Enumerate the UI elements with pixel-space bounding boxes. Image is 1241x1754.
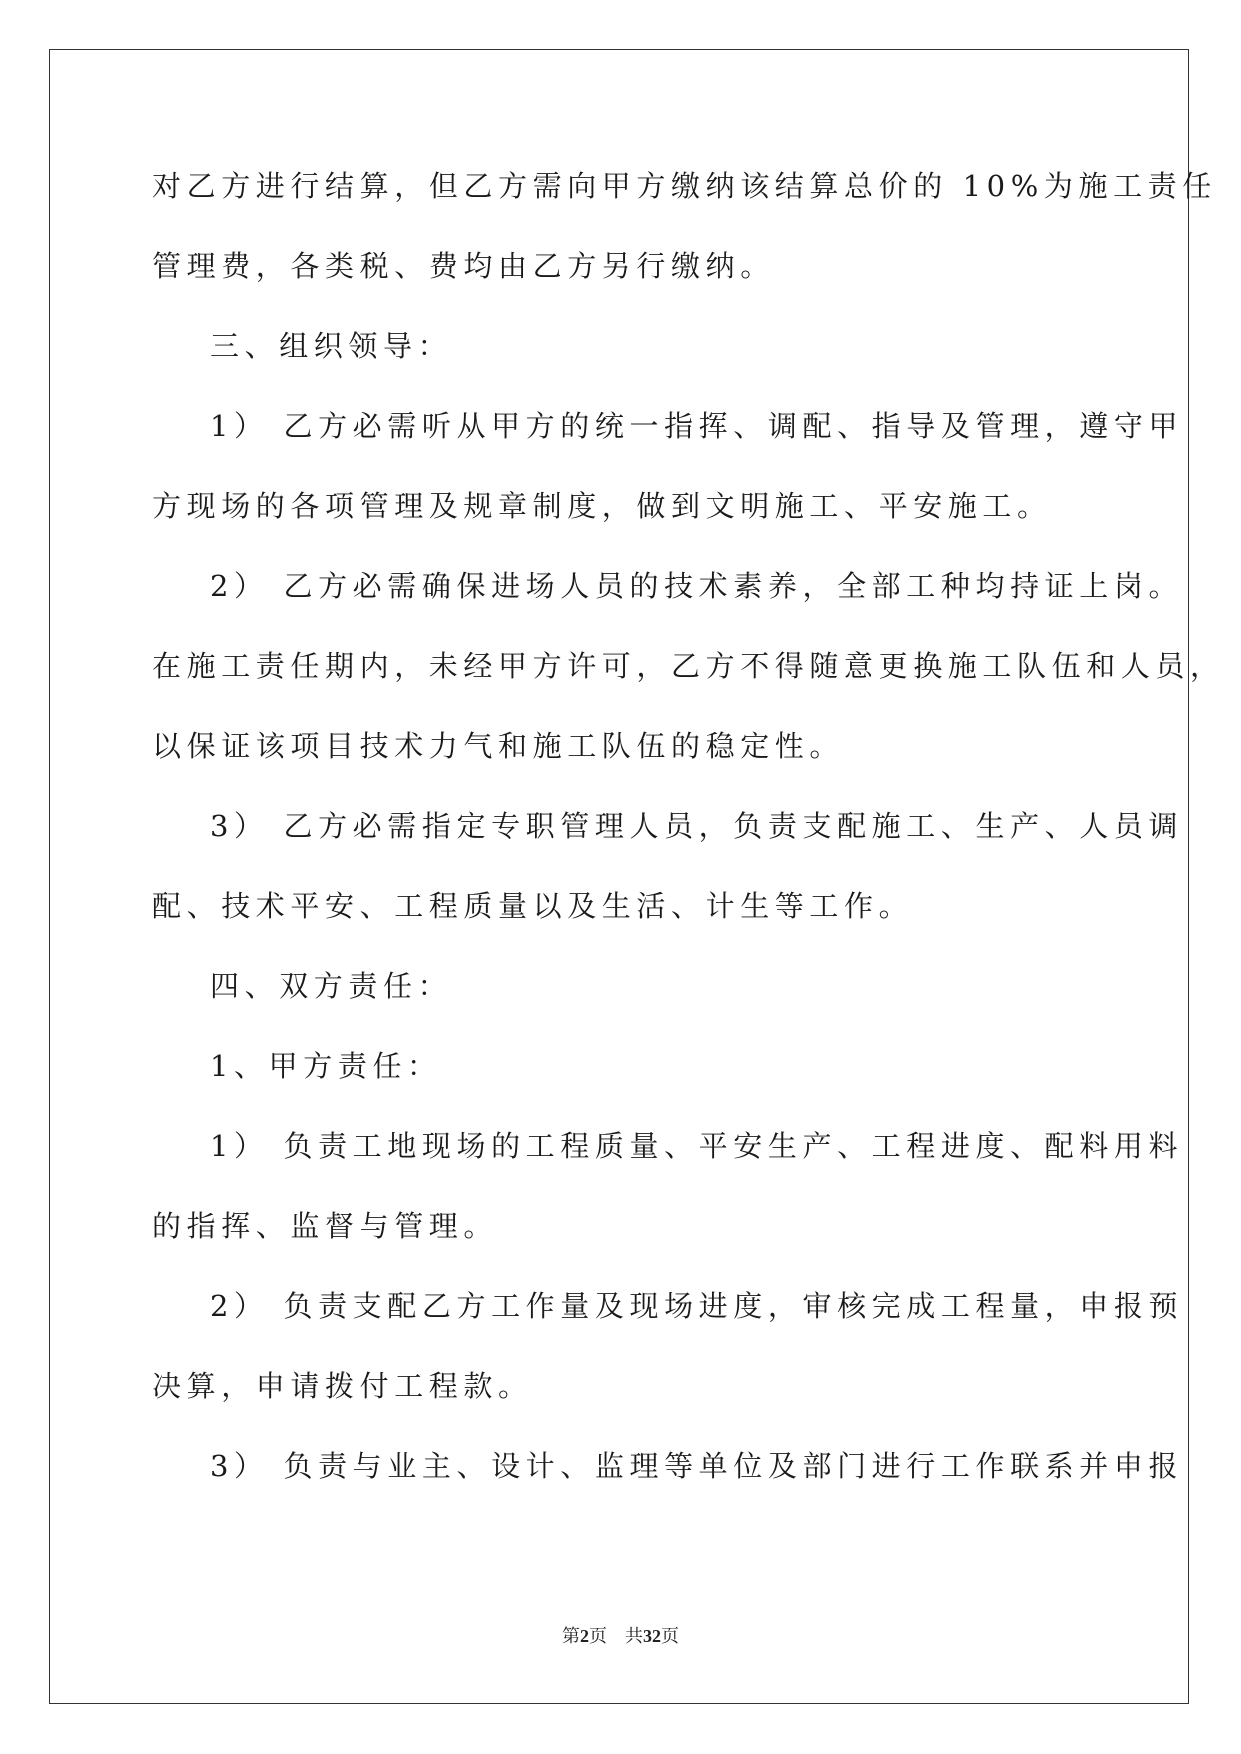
text-line: 配、技术平安、工程质量以及生活、计生等工作。 <box>152 889 914 923</box>
text-line: 2） 负责支配乙方工作量及现场进度，审核完成工程量，申报预 <box>210 1289 1184 1323</box>
text-line: 在施工责任期内，未经甲方许可，乙方不得随意更换施工队伍和人员， <box>152 649 1225 683</box>
text-line: 1） 乙方必需听从甲方的统一指挥、调配、指导及管理，遵守甲 <box>210 409 1184 443</box>
text-line: 2） 乙方必需确保进场人员的技术素养，全部工种均持证上岗。 <box>210 569 1184 603</box>
text-line: 对乙方进行结算，但乙方需向甲方缴纳该结算总价的 10%为施工责任 <box>152 169 1217 203</box>
page-suffix: 页 <box>589 1626 607 1646</box>
text-line: 3） 乙方必需指定专职管理人员，负责支配施工、生产、人员调 <box>210 809 1184 843</box>
page-prefix: 第 <box>562 1626 580 1646</box>
text-line: 的指挥、监督与管理。 <box>152 1209 499 1243</box>
section-heading: 三、组织领导： <box>210 329 453 363</box>
subsection-heading: 1、甲方责任： <box>210 1049 442 1083</box>
page-number: 2 <box>580 1626 589 1646</box>
text-line: 管理费，各类税、费均由乙方另行缴纳。 <box>152 249 775 283</box>
text-line: 方现场的各项管理及规章制度，做到文明施工、平安施工。 <box>152 489 1052 523</box>
page-footer <box>0 1624 1241 1648</box>
section-heading: 四、双方责任： <box>210 969 453 1003</box>
text-line: 决算，申请拨付工程款。 <box>152 1369 533 1403</box>
total-suffix: 页 <box>661 1626 679 1646</box>
total-prefix: 共 <box>625 1626 643 1646</box>
text-line: 3） 负责与业主、设计、监理等单位及部门进行工作联系并申报 <box>210 1449 1184 1483</box>
total-pages: 32 <box>643 1626 661 1646</box>
text-line: 以保证该项目技术力气和施工队伍的稳定性。 <box>152 729 845 763</box>
text-line: 1） 负责工地现场的工程质量、平安生产、工程进度、配料用料 <box>210 1129 1184 1163</box>
